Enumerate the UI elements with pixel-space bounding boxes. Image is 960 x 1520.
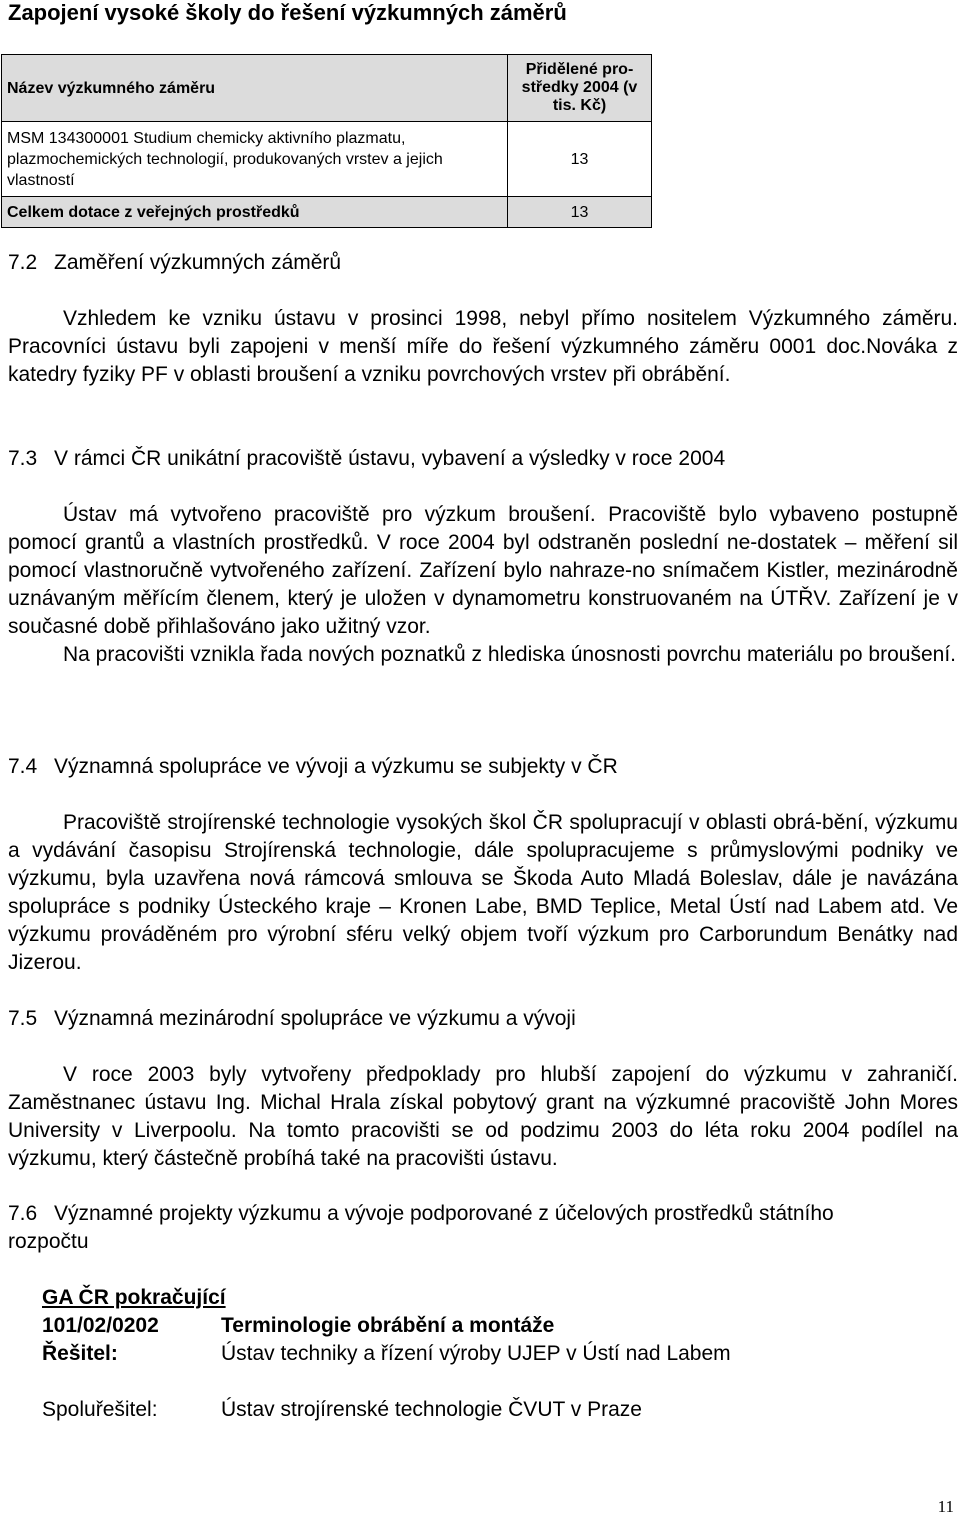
section-7-2 bbox=[8, 249, 958, 389]
section-title: Významná spolupráce ve vývoji a výzkumu se subjekty v ČR bbox=[54, 755, 618, 778]
grant-project-name: Terminologie obrábění a montáže bbox=[221, 1314, 555, 1337]
page-number: 11 bbox=[937, 1497, 954, 1516]
section-title: Zaměření výzkumných záměrů bbox=[54, 251, 342, 274]
section-7-5 bbox=[8, 1005, 958, 1173]
solver-value: Ústav techniky a řízení výroby UJEP v Ústí nad Labem bbox=[221, 1342, 731, 1365]
grant-heading: GA ČR pokračující bbox=[42, 1286, 226, 1309]
section-7-3 bbox=[8, 445, 958, 669]
section-title: V rámci ČR unikátní pracoviště ústavu, vybavení a výsledky v roce 2004 bbox=[54, 447, 726, 470]
section-number: 7.6 bbox=[8, 1202, 38, 1225]
table-row bbox=[2, 122, 652, 197]
grant-project-line bbox=[42, 1312, 731, 1340]
section-heading bbox=[8, 445, 958, 473]
section-heading bbox=[8, 1200, 958, 1228]
grant-solver-line bbox=[42, 1340, 731, 1368]
research-funding-table bbox=[1, 54, 652, 228]
total-value-cell: 13 bbox=[508, 197, 652, 228]
table-total-row bbox=[2, 197, 652, 228]
cosolver-label: Spoluřešitel: bbox=[42, 1398, 158, 1421]
section-heading bbox=[8, 1005, 958, 1033]
section-title: Významné projekty výzkumu a vývoje podporované z účelových prostředků státního bbox=[54, 1202, 834, 1225]
header-allocated-funds: Přidělené pro-středky 2004 (v tis. Kč) bbox=[508, 55, 652, 122]
section-number: 7.5 bbox=[8, 1007, 38, 1030]
project-amount-cell: 13 bbox=[508, 122, 652, 197]
section-paragraph: V roce 2003 byly vytvořeny předpoklady pro hlubší zapojení do výzkumu v zahraničí. Zaměstnanec ústavu Ing. Michal Hrala získal pobytový grant na výzkumné pracoviště John Mores University v Liverpoolu. Na tomto pracovišti se od podzimu 2003 do léta roku 2004 podílel na výzkumu, který částečně probíhá také na pracovišti ústavu. bbox=[8, 1063, 958, 1170]
grant-cosolver-line bbox=[42, 1396, 731, 1424]
total-label-cell: Celkem dotace z veřejných prostředků bbox=[2, 197, 508, 228]
section-title: Významná mezinárodní spolupráce ve výzkumu a vývoji bbox=[54, 1007, 576, 1030]
grant-info bbox=[42, 1284, 731, 1424]
section-paragraph: Vzhledem ke vzniku ústavu v prosinci 1998, nebyl přímo nositelem Výzkumného záměru. Pracovníci ústavu byli zapojeni v menší míře do řešení výzkumného záměru 0001 doc.Nováka z katedry fyziky PF v oblasti broušení a vzniku povrchových vrstev při obrábění. bbox=[8, 307, 958, 386]
section-number: 7.4 bbox=[8, 755, 38, 778]
cosolver-value: Ústav strojírenské technologie ČVUT v Praze bbox=[221, 1398, 642, 1421]
section-7-6 bbox=[8, 1200, 958, 1256]
section-heading bbox=[8, 753, 958, 781]
section-title-continued: rozpočtu bbox=[8, 1230, 89, 1253]
project-name-cell: MSM 134300001 Studium chemicky aktivního plazmatu, plazmochemických technologií, produkovaných vrstev a jejich vlastností bbox=[2, 122, 508, 197]
section-paragraph: Ústav má vytvořeno pracoviště pro výzkum broušení. Pracoviště bylo vybaveno postupně pomocí grantů a vlastních prostředků. V roce 2004 byl odstraněn poslední ne-dostatek – měření sil pomocí vlastnoručně vytvořeného zařízení. Zařízení bylo nahraze-no snímačem Kistler, mezinárodně uznávaným měřícím členem, který je uložen v dynamometru konstruovaném na ÚTŘV. Zařízení je v současné době přihlašováno jako užitný vzor. bbox=[8, 503, 958, 638]
header-project-name: Název výzkumného záměru bbox=[2, 55, 508, 122]
solver-label: Řešitel: bbox=[42, 1342, 118, 1365]
document-title: Zapojení vysoké školy do řešení výzkumných záměrů bbox=[8, 0, 567, 25]
section-paragraph: Na pracovišti vznikla řada nových poznatků z hlediska únosnosti povrchu materiálu po broušení. bbox=[63, 643, 956, 666]
grant-code: 101/02/0202 bbox=[42, 1314, 159, 1337]
section-7-4 bbox=[8, 753, 958, 977]
section-number: 7.2 bbox=[8, 251, 38, 274]
table-header-row bbox=[2, 55, 652, 122]
section-paragraph: Pracoviště strojírenské technologie vysokých škol ČR spolupracují v oblasti obrá-bění, výzkumu a vydávání časopisu Strojírenská technologie, dále spolupracujeme s průmyslovými podniky ve výzkumu, byla uzavřena nová rámcová smlouva se Škoda Auto Mladá Boleslav, dále je navázána spolupráce s podniky Ústeckého kraje – Kronen Labe, BMD Teplice, Metal Ústí nad Labem atd. Ve výzkumu prováděném pro výrobní sféru velký objem tvoří výzkum pro Carborundum Benátky nad Jizerou. bbox=[8, 811, 958, 974]
section-heading bbox=[8, 249, 958, 277]
section-number: 7.3 bbox=[8, 447, 38, 470]
